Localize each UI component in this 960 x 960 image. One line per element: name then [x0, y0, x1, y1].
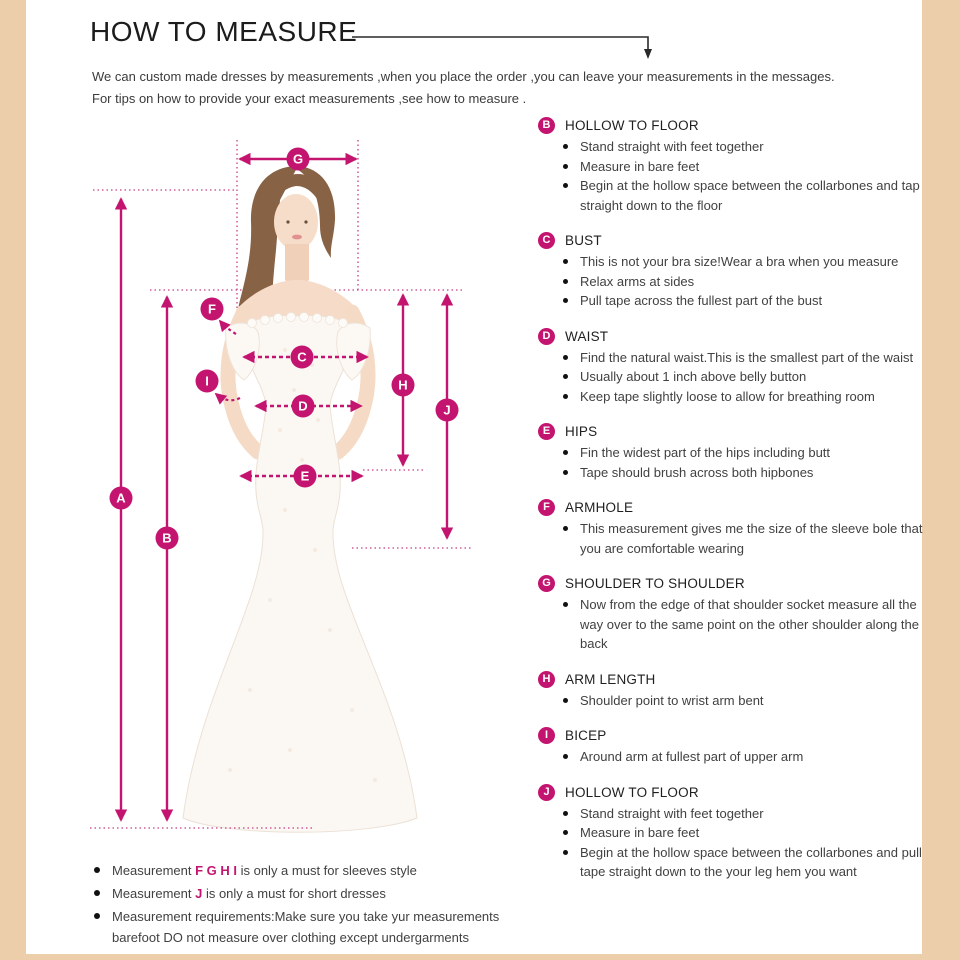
footnote-prefix: Measurement — [112, 886, 196, 901]
lips — [292, 235, 302, 240]
badge-a-label: A — [116, 490, 126, 506]
bullet-icon — [563, 450, 568, 455]
bullet-icon — [563, 830, 568, 835]
bullet-text: Begin at the hollow space between the collarbones and tap straight down to the floor — [580, 178, 920, 213]
bullet-text: Keep tape slightly loose to allow for breathing room — [580, 388, 875, 404]
section-arm-length — [538, 671, 938, 711]
bullet-icon — [94, 890, 100, 896]
bullet-text: Usually about 1 inch above belly button — [580, 369, 807, 384]
bullet-text: Fin the widest part of the hips including butt — [580, 445, 831, 460]
bullet-icon — [563, 602, 568, 607]
footnote-text — [112, 860, 417, 881]
bullet-icon — [563, 811, 568, 816]
list-item — [563, 367, 938, 387]
section-bust — [538, 232, 938, 311]
bullet-icon — [563, 144, 568, 149]
badge-b-label: B — [162, 530, 172, 546]
section-heading: BUST — [565, 233, 602, 248]
bullet-icon — [563, 298, 568, 303]
list-item — [563, 252, 938, 272]
letter-badge-e: E — [538, 423, 555, 440]
list-item — [563, 137, 938, 157]
bullet-text: Stand straight with feet together — [580, 805, 764, 821]
bullet-text: Measure in bare feet — [580, 158, 700, 174]
list-item — [563, 691, 938, 711]
page-title: HOW TO MEASURE — [90, 16, 358, 47]
section-waist — [538, 328, 938, 407]
footnote-highlight: J — [195, 886, 203, 901]
badge-i-label: I — [205, 373, 209, 389]
section-heading: HOLLOW TO FLOOR — [565, 784, 699, 800]
section-heading: ARM LENGTH — [565, 671, 656, 687]
list-item — [563, 595, 938, 654]
model-figure — [183, 166, 417, 832]
left-eye — [286, 220, 289, 223]
bullet-icon — [563, 183, 568, 188]
measurement-instructions — [538, 117, 938, 899]
letter-badge-g: G — [538, 575, 555, 592]
list-item — [563, 843, 938, 882]
dress — [183, 315, 417, 832]
bullet-text: Begin at the hollow space between the collarbones and pull tape straight down to the your leg hem you want — [580, 844, 922, 879]
section-heading: BICEP — [565, 728, 607, 743]
list-item — [563, 747, 938, 767]
badge-d-label: D — [298, 398, 308, 414]
badge-h-label: H — [398, 377, 408, 393]
list-item — [563, 519, 938, 558]
footnote-suffix: is only a must for sleeves style — [236, 863, 417, 878]
bullet-text: This is not your bra size!Wear a bra when you measure — [580, 254, 899, 269]
section-heading: HIPS — [565, 424, 598, 439]
footnote-text — [112, 906, 544, 948]
bullet-icon — [94, 913, 100, 919]
intro-line-1: We can custom made dresses by measurements ,when you place the order ,you can leave your measurements in the messages. — [92, 69, 835, 84]
section-heading: SHOULDER TO SHOULDER — [565, 576, 745, 591]
intro-line-2: For tips on how to provide your exact measurements ,see how to measure . — [92, 91, 527, 106]
bullet-icon — [563, 374, 568, 379]
list-item — [563, 823, 938, 843]
list-item — [563, 804, 938, 824]
letter-badge-f: F — [538, 499, 555, 516]
title-pointer-arrow-icon — [348, 28, 660, 62]
footnote-text — [112, 883, 386, 904]
list-item — [563, 291, 938, 311]
list-item — [563, 176, 938, 215]
footnote — [94, 860, 544, 881]
bullet-text: Now from the edge of that shoulder socket measure all the way over to the same point on the other shoulder along the back — [580, 597, 919, 651]
letter-badge-d: D — [538, 328, 555, 345]
letter-badge-b: B — [538, 117, 555, 134]
bullet-text: Measure in bare feet — [580, 825, 700, 840]
face — [274, 194, 318, 250]
bullet-text: Around arm at fullest part of upper arm — [580, 749, 804, 764]
bullet-icon — [563, 279, 568, 284]
bullet-text: Stand straight with feet together — [580, 139, 764, 154]
bullet-text: Pull tape across the fullest part of the bust — [580, 293, 823, 308]
footnote-suffix: is only a must for short dresses — [202, 886, 386, 901]
badge-f-label: F — [208, 301, 216, 317]
section-heading: ARMHOLE — [565, 500, 634, 515]
bullet-icon — [563, 526, 568, 531]
letter-badge-h: H — [538, 671, 555, 688]
list-item — [563, 157, 938, 177]
bullet-icon — [94, 867, 100, 873]
bullet-icon — [563, 698, 568, 703]
bullet-icon — [563, 259, 568, 264]
letter-badge-i: I — [538, 727, 555, 744]
section-hollow-to-floor-b — [538, 117, 938, 215]
badge-c-label: C — [297, 349, 307, 365]
bullet-text: Tape should brush across both hipbones — [580, 464, 814, 480]
badge-g-label: G — [292, 151, 304, 167]
list-item — [563, 348, 938, 368]
content-sheet — [26, 0, 922, 954]
footnote-prefix: Measurement — [112, 863, 196, 878]
section-hollow-to-floor-j — [538, 784, 938, 882]
bullet-text: Find the natural waist.This is the smallest part of the waist — [580, 349, 914, 365]
badge-j-label: J — [443, 402, 451, 418]
list-item — [563, 463, 938, 483]
bullet-text: Shoulder point to wrist arm bent — [580, 692, 764, 708]
section-armhole — [538, 499, 938, 558]
footnote — [94, 883, 544, 904]
intro-text — [92, 66, 852, 110]
list-item — [563, 272, 938, 292]
letter-badge-c: C — [538, 232, 555, 249]
list-item — [563, 387, 938, 407]
section-hips — [538, 423, 938, 482]
footnote — [94, 906, 544, 948]
right-eye — [304, 220, 307, 223]
bullet-icon — [563, 394, 568, 399]
bullet-icon — [563, 355, 568, 360]
bullet-icon — [563, 164, 568, 169]
letter-badge-j: J — [538, 784, 555, 801]
bullet-text: This measurement gives me the size of the sleeve bole that you are comfortable wearing — [580, 521, 923, 556]
bullet-icon — [563, 850, 568, 855]
footnote-highlight: F G H I — [195, 863, 237, 878]
section-bicep — [538, 727, 938, 767]
bullet-icon — [563, 754, 568, 759]
list-item — [563, 443, 938, 463]
measurement-diagram — [80, 130, 500, 860]
bullet-text: Relax arms at sides — [580, 273, 695, 289]
section-heading: WAIST — [565, 328, 609, 344]
section-heading: HOLLOW TO FLOOR — [565, 118, 699, 133]
footnote-prefix: Measurement requirements:Make sure you take yur measurements barefoot DO not measure over clothing except undergarments — [112, 909, 500, 945]
bullet-icon — [563, 470, 568, 475]
badge-e-label: E — [300, 468, 310, 484]
neck — [285, 244, 309, 285]
footnotes — [94, 860, 544, 950]
section-shoulder-to-shoulder — [538, 575, 938, 654]
